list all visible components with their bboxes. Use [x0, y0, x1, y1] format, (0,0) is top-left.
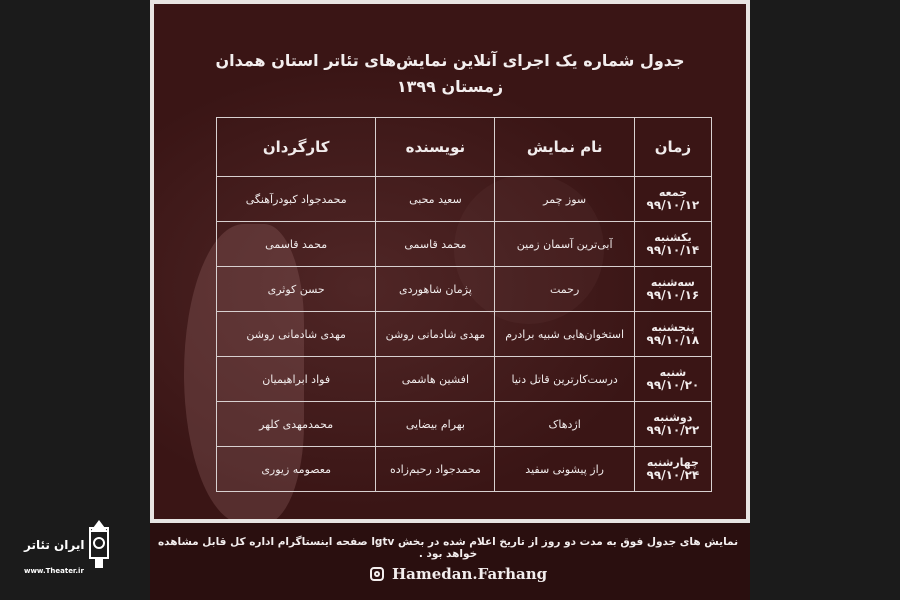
table-row	[217, 267, 712, 312]
header-show-name: نام نمایش	[495, 118, 634, 177]
cell-time	[634, 267, 711, 312]
title-line-2: زمستان ۱۳۹۹	[396, 77, 504, 96]
cell-show-name: درست‌کارترین قاتل دنیا	[495, 357, 634, 402]
table-row	[217, 447, 712, 492]
cell-show-name: اژدهاک	[495, 402, 634, 447]
instagram-handle[interactable]	[370, 562, 547, 586]
cell-time	[634, 177, 711, 222]
cell-date: ۹۹/۱۰/۱۸	[646, 333, 700, 347]
cell-writer: مهدی شادمانی روشن	[376, 312, 495, 357]
cell-director: محمدمهدی کلهر	[217, 402, 376, 447]
cell-day: دوشنبه	[653, 411, 693, 424]
cell-show-name: سوز چمر	[495, 177, 634, 222]
cell-time	[634, 312, 711, 357]
cell-writer: بهرام بیضایی	[376, 402, 495, 447]
cell-date: ۹۹/۱۰/۲۴	[646, 468, 700, 482]
cell-show-name: رحمت	[495, 267, 634, 312]
cell-day: پنجشنبه	[651, 321, 695, 334]
cell-time	[634, 357, 711, 402]
cell-director: فواد ابراهیمیان	[217, 357, 376, 402]
cell-writer: محمد قاسمی	[376, 222, 495, 267]
cell-writer: محمدجواد رحیم‌زاده	[376, 447, 495, 492]
header-time: زمان	[634, 118, 711, 177]
title-line-1: جدول شماره یک اجرای آنلاین نمایش‌های تئاتر استان همدان	[215, 51, 685, 70]
theater-logo-icon	[88, 520, 110, 570]
table-header-row	[217, 118, 712, 177]
cell-writer: افشین هاشمی	[376, 357, 495, 402]
cell-day: جمعه	[658, 186, 687, 199]
cell-writer: پژمان شاهوردی	[376, 267, 495, 312]
cell-show-name: آبی‌ترین آسمان زمین	[495, 222, 634, 267]
cell-director: محمد قاسمی	[217, 222, 376, 267]
footer-note: نمایش های جدول فوق به مدت دو روز از تاریخ اعلام شده در بخش lgtv صفحه اینستاگرام اداره کل قابل مشاهده خواهد بود .	[157, 536, 739, 560]
cell-day: چهارشنبه	[646, 456, 699, 469]
cell-show-name: استخوان‌هایی شبیه برادرم	[495, 312, 634, 357]
schedule-table	[216, 117, 712, 492]
table-row	[217, 402, 712, 447]
cell-day: سه‌شنبه	[650, 276, 695, 289]
logo-url: www.Theater.ir	[24, 567, 84, 575]
logo-name: ایران تئاتر	[24, 538, 85, 552]
cell-director: معصومه زیوری	[217, 447, 376, 492]
poster-title	[154, 48, 746, 100]
cell-date: ۹۹/۱۰/۲۰	[646, 378, 700, 392]
cell-date: ۹۹/۱۰/۲۲	[646, 423, 700, 437]
cell-day: شنبه	[659, 366, 687, 379]
table-row	[217, 312, 712, 357]
cell-date: ۹۹/۱۰/۱۴	[646, 243, 700, 257]
cell-date: ۹۹/۱۰/۱۲	[646, 198, 700, 212]
cell-writer: سعید محبی	[376, 177, 495, 222]
cell-day: یکشنبه	[654, 231, 692, 244]
instagram-handle-text: Hamedan.Farhang	[392, 565, 548, 583]
cell-time	[634, 222, 711, 267]
table-row	[217, 357, 712, 402]
cell-director: محمدجواد کبودرآهنگی	[217, 177, 376, 222]
cell-director: مهدی شادمانی روشن	[217, 312, 376, 357]
cell-date: ۹۹/۱۰/۱۶	[646, 288, 700, 302]
iran-theater-logo	[18, 518, 128, 583]
header-director: کارگردان	[217, 118, 376, 177]
cell-time	[634, 402, 711, 447]
table-row	[217, 177, 712, 222]
instagram-icon	[370, 567, 384, 581]
cell-director: حسن کوثری	[217, 267, 376, 312]
header-writer: نویسنده	[376, 118, 495, 177]
cell-time	[634, 447, 711, 492]
cell-show-name: راز پیشونی سفید	[495, 447, 634, 492]
poster-panel	[154, 4, 746, 519]
table-row	[217, 222, 712, 267]
